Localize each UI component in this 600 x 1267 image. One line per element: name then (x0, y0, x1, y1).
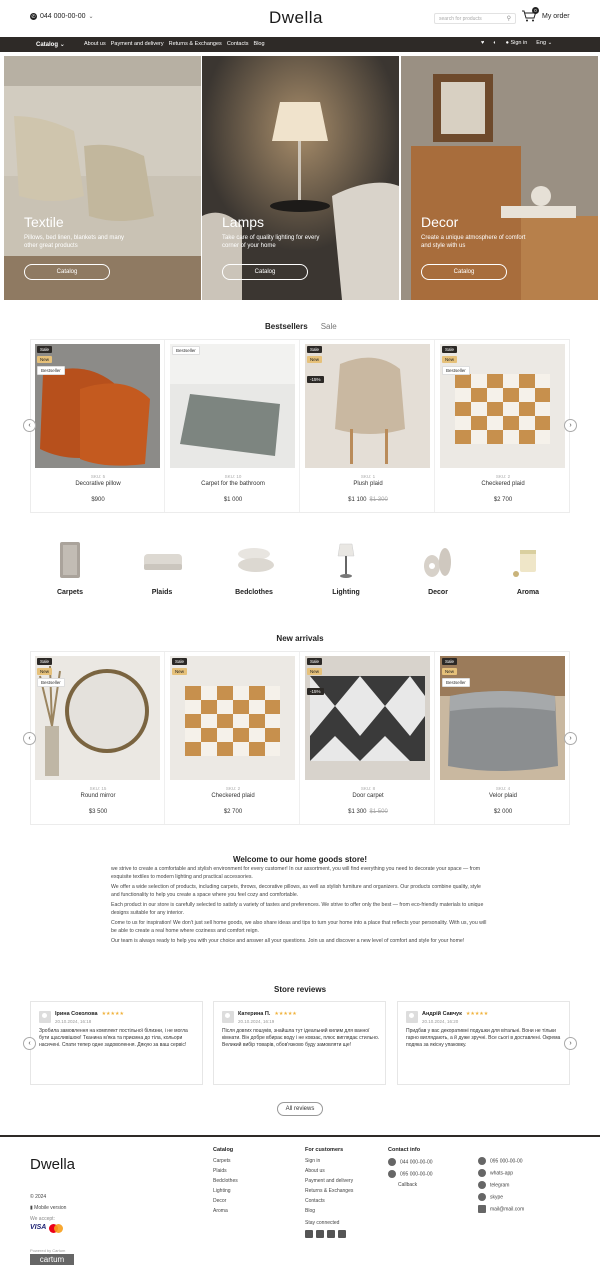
footer-link[interactable]: Aroma (213, 1208, 228, 1214)
sign-in-link[interactable]: ● Sign in (505, 40, 528, 46)
we-accept-label: We accept: (30, 1216, 55, 1222)
rating-stars: ★★★★★ (101, 1011, 124, 1017)
product-sku: SKU: 5 (90, 474, 106, 479)
product-image[interactable] (35, 656, 160, 780)
cart-button[interactable] (522, 10, 570, 22)
product-image[interactable] (35, 344, 160, 468)
phone-icon (388, 1158, 396, 1166)
youtube-icon[interactable] (338, 1230, 346, 1238)
avatar (406, 1011, 418, 1023)
footer-link[interactable]: Lighting (213, 1188, 231, 1194)
footer-link[interactable]: Decor (213, 1198, 227, 1204)
carpets-image (50, 540, 90, 580)
new-badge: New (307, 668, 322, 675)
bestseller-badge: Bestseller (442, 366, 470, 375)
messenger-whatsapp[interactable]: whats-app (478, 1169, 524, 1177)
about-paragraph: we strive to create a comfortable and stylish environment for every customer! In our assortment, you will find everything you need to decorate your space — from exquisite textiles to modern lighting and practical accessories. (111, 866, 481, 880)
mastercard-icon (49, 1224, 63, 1233)
category-label: Decor (428, 589, 448, 596)
product-image[interactable] (305, 344, 430, 468)
hero-title: Lamps (222, 214, 265, 230)
footer-contacts (388, 1147, 433, 1192)
product-tabs (265, 322, 337, 331)
footer-catalog-title: Catalog (213, 1147, 234, 1153)
discount-badge: -15% (307, 376, 324, 383)
mobile-icon: ▮ (30, 1205, 33, 1211)
review-card (30, 1001, 203, 1085)
avatar (222, 1011, 234, 1023)
lighting-image (326, 540, 366, 580)
compare-icon[interactable]: ◐ (493, 40, 497, 46)
about-paragraph: Each product in our store is carefully selected to satisfy a variety of tastes and preferences. We strive to offer only the best — from eco-friendly materials to unique designs suitable for any interior. (111, 902, 484, 916)
review-text: Зробила замовлення на комплект постільної білизни, і не могла бути щасливішою! Тканина м'яка та приємна до тіла, кольори насичені. Спати тепер одне задоволення. Дякую за ваш сервіс! (39, 1028, 188, 1048)
footer-contact-title: Contact info (388, 1147, 421, 1153)
phone-number: 044 000-00-00 (40, 13, 86, 20)
footer-messengers (478, 1157, 524, 1217)
hero-catalog-button[interactable]: Catalog (24, 264, 110, 280)
footer-logo[interactable]: Dwella (30, 1156, 76, 1173)
whatsapp-icon (478, 1169, 486, 1177)
reviewer-name: Андрій Савчук (422, 1011, 462, 1017)
footer-link[interactable]: Blog (305, 1208, 316, 1214)
aroma-image (508, 540, 548, 580)
hero-desc: Take care of quality lighting for every corner of your home (222, 235, 320, 249)
about-paragraph: Come to us for inspiration! We don't just sell home goods, we also share ideas and tips to turn your home into a place that reflects your personality. With us, you will be able to create a real home where coziness and comfort reign. (111, 920, 487, 934)
bestseller-badge: Bestseller (37, 678, 65, 687)
new-arrivals-title: New arrivals (276, 634, 324, 643)
product-name[interactable]: Plush plaid (353, 481, 383, 487)
product-price: $1 100 $1 300 (348, 497, 388, 503)
instagram-icon[interactable] (305, 1230, 313, 1238)
main-nav (0, 37, 600, 52)
new-badge: New (37, 356, 52, 363)
nav-payment[interactable]: Payment and delivery (110, 41, 164, 47)
category-label: Aroma (516, 589, 540, 596)
tiktok-icon[interactable] (316, 1230, 324, 1238)
product-image[interactable] (440, 656, 565, 780)
hero-lamps[interactable] (202, 56, 399, 300)
category-label: Carpets (56, 589, 84, 596)
footer-link[interactable]: Plaids (213, 1168, 227, 1174)
product-card[interactable] (166, 340, 300, 512)
product-card[interactable] (301, 652, 435, 824)
visa-icon: VISA (30, 1224, 47, 1231)
footer-divider (0, 1135, 600, 1137)
review-card (397, 1001, 570, 1085)
hero-desc: Pillows, bed linen, blankets and many other great products (24, 235, 125, 249)
footer-link[interactable]: Carpets (213, 1158, 231, 1164)
hero-textile[interactable] (4, 56, 201, 300)
product-price: $900 (91, 497, 105, 503)
tab-bestsellers[interactable]: Bestsellers (265, 322, 308, 331)
footer-customers-title: For customers (305, 1147, 344, 1153)
bedclothes-image (234, 540, 274, 580)
review-date: 20.10.2024, 16:18 (55, 1019, 92, 1024)
search-placeholder: search for products (439, 15, 482, 22)
footer-link[interactable]: Sign in (305, 1158, 321, 1164)
review-text: Після довгих пошуків, знайшла тут ідеальний килим для ванної кімнати. Він добре вбирає воду і не ковзає, плюс виглядає стильно. Великий вибір товарів, обов'язково буду замовляти ще! (222, 1028, 380, 1048)
telegram-icon (478, 1181, 486, 1189)
avatar (39, 1011, 51, 1023)
cartum-logo[interactable]: cartum (30, 1254, 74, 1265)
logo[interactable]: Dwella (269, 8, 324, 27)
review-text: Придбав у вас декоративні подушки для вітальні. Вони не тільки гарно виглядають, а й дуже зручні. Все сьогі в доставлені. Окрема подяка за якісну упаковку. (406, 1028, 561, 1048)
tab-sale[interactable]: Sale (320, 322, 337, 331)
bestsellers-grid (30, 339, 570, 513)
review-date: 20.10.2024, 16:19 (238, 1019, 275, 1024)
product-card[interactable] (436, 340, 570, 512)
mail-icon (478, 1205, 486, 1213)
new-arrivals-grid (30, 651, 570, 825)
new-badge: New (37, 668, 52, 675)
sale-badge: Sale (37, 658, 52, 665)
nav-blog[interactable]: Blog (253, 41, 265, 47)
product-sku: SKU: 8 (360, 786, 376, 791)
hero-desc: Create a unique atmosphere of comfort and style with us (421, 235, 526, 249)
review-date: 20.10.2024, 16:20 (422, 1019, 459, 1024)
new-badge: New (172, 668, 187, 675)
category-label: Bedclothes (235, 589, 273, 596)
bestseller-badge: Bestseller (442, 678, 470, 687)
product-name[interactable]: Checkered plaid (211, 793, 255, 799)
plaids-image (142, 540, 182, 580)
facebook-icon[interactable] (327, 1230, 335, 1238)
bestseller-badge: Bestseller (172, 346, 200, 355)
phone-icon: ✆ (31, 13, 36, 20)
product-image[interactable] (305, 656, 430, 780)
chevron-down-icon: ⌄ (59, 42, 65, 48)
product-name[interactable]: Checkered plaid (481, 481, 525, 487)
heart-icon[interactable]: ♥ (481, 40, 485, 46)
product-sku: SKU: 2 (225, 786, 241, 791)
cart-icon (522, 10, 536, 22)
product-image[interactable] (170, 344, 295, 468)
category-aroma[interactable] (488, 540, 568, 596)
decor-image (418, 540, 458, 580)
about-paragraph: Our team is always ready to help you with your choice and answer all your questions. Join us and discover a new level of comfort and style for your home! (111, 938, 465, 944)
category-label: Lighting (332, 589, 360, 596)
hero-title: Decor (421, 214, 459, 230)
all-reviews-button[interactable]: All reviews (277, 1102, 323, 1116)
rating-stars: ★★★★★ (465, 1011, 489, 1017)
hero-title: Textile (24, 214, 64, 230)
product-card[interactable] (31, 340, 165, 512)
nav-contacts[interactable]: Contacts (226, 41, 249, 47)
cart-count-badge: 0 (532, 7, 539, 14)
about-paragraph: We offer a wide selection of products, including carpets, throws, decorative pillows, as well as stylish furniture and organizers. Our products combine quality, style and functionality to help you create a space where you feel cozy and comfortable. (111, 884, 481, 898)
category-label: Plaids (151, 589, 173, 596)
reviews-prev-button[interactable]: ‹ (23, 1037, 36, 1050)
reviews-title: Store reviews (273, 985, 327, 994)
sale-badge: Sale (37, 346, 52, 353)
product-price: $2 700 (223, 809, 243, 815)
reviews-next-button[interactable]: › (564, 1037, 577, 1050)
product-name[interactable]: Door carpet (352, 793, 384, 799)
old-price: $1 300 (369, 497, 388, 503)
sale-badge: Sale (442, 346, 457, 353)
product-sku: SKU: 4 (495, 786, 511, 791)
category-carpets[interactable] (30, 540, 110, 596)
product-card[interactable] (31, 652, 165, 824)
language-select[interactable]: Eng ⌄ (536, 40, 553, 46)
hero-catalog-button[interactable]: Catalog (222, 264, 308, 280)
product-sku: SKU: 2 (495, 474, 511, 479)
discount-badge: -15% (307, 688, 324, 695)
product-price: $3 500 (88, 809, 108, 815)
product-name[interactable]: Velor plaid (488, 793, 518, 799)
my-order-label: My order (542, 12, 570, 20)
carousel-next-button[interactable]: › (564, 419, 577, 432)
nav-about[interactable]: About us (84, 41, 106, 47)
callback-link[interactable]: Callback (398, 1182, 418, 1188)
footer-link[interactable]: Contacts (305, 1198, 325, 1204)
new-badge: New (307, 356, 322, 363)
reviewer-name: Катерина П. (238, 1011, 271, 1017)
product-image[interactable] (440, 344, 565, 468)
product-price: $2 000 (493, 809, 513, 815)
sale-badge: Sale (307, 658, 322, 665)
carousel-prev-button[interactable]: ‹ (23, 732, 36, 745)
review-card (213, 1001, 386, 1085)
powered-by: Powered by Cartum (30, 1248, 66, 1253)
footer-link[interactable]: Returns & Exchanges (305, 1188, 354, 1194)
sale-badge: Sale (442, 658, 457, 665)
footer-catalog (213, 1147, 238, 1218)
footer-link[interactable]: About us (305, 1168, 325, 1174)
sale-badge: Sale (307, 346, 322, 353)
footer-link[interactable]: Payment and delivery (305, 1178, 354, 1184)
product-sku: SKU: 15 (89, 786, 107, 791)
nav-returns[interactable]: Returns & Exchanges (168, 41, 222, 47)
new-badge: New (442, 668, 457, 675)
footer-customers (305, 1147, 353, 1240)
new-badge: New (442, 356, 457, 363)
search-icon[interactable]: ⚲ (506, 16, 511, 22)
product-name[interactable]: Decorative pillow (75, 481, 121, 487)
hero-catalog-button[interactable]: Catalog (421, 264, 507, 280)
contact-phone[interactable]: 095 000-00-00 (388, 1170, 433, 1178)
viber-icon (478, 1157, 486, 1165)
stay-connected-label: Stay connected (305, 1220, 340, 1226)
product-sku: SKU: 10 (224, 474, 242, 479)
copyright: © 2024 (30, 1194, 47, 1200)
product-price: $1 000 (223, 497, 243, 503)
bestseller-badge: Bestseller (37, 366, 65, 375)
mobile-version-link[interactable]: ▮ Mobile version (30, 1205, 67, 1211)
user-icon: ● (505, 40, 509, 46)
product-name[interactable]: Round mirror (80, 793, 116, 799)
product-sku: SKU: 1 (360, 474, 376, 479)
messenger-telegram[interactable]: telegram (478, 1181, 524, 1189)
messenger-skype[interactable]: skype (478, 1193, 524, 1201)
product-name[interactable]: Carpet for the bathroom (201, 481, 265, 487)
reviewer-name: Ірина Соколова (55, 1011, 98, 1017)
contact-phone[interactable]: 044 000-00-00 (388, 1158, 433, 1166)
product-card[interactable] (436, 652, 570, 824)
carousel-prev-button[interactable]: ‹ (23, 419, 36, 432)
email-link[interactable]: mail@mail.com (478, 1205, 524, 1213)
skype-icon (478, 1193, 486, 1201)
messenger-viber[interactable]: 095 000-00-00 (478, 1157, 524, 1165)
product-price: $1 300 $1 500 (348, 809, 388, 815)
chevron-down-icon: ⌄ (88, 14, 94, 20)
phone-icon (388, 1170, 396, 1178)
catalog-menu[interactable]: Catalog ⌄ (36, 42, 65, 48)
category-plaids[interactable] (122, 540, 202, 596)
product-price: $2 700 (493, 497, 513, 503)
old-price: $1 500 (369, 809, 388, 815)
product-card[interactable] (166, 652, 300, 824)
about-title: Welcome to our home goods store! (232, 855, 368, 864)
sale-badge: Sale (172, 658, 187, 665)
carousel-next-button[interactable]: › (564, 732, 577, 745)
about-text (111, 866, 491, 949)
category-decor[interactable] (398, 540, 478, 596)
category-lighting[interactable] (306, 540, 386, 596)
hero-decor[interactable] (401, 56, 598, 300)
footer-link[interactable]: Bedclothes (213, 1178, 238, 1184)
phone-link[interactable] (30, 13, 94, 20)
rating-stars: ★★★★★ (274, 1011, 297, 1017)
product-card[interactable] (301, 340, 435, 512)
category-bedclothes[interactable] (214, 540, 294, 596)
search-input[interactable] (434, 13, 516, 24)
product-image[interactable] (170, 656, 295, 780)
